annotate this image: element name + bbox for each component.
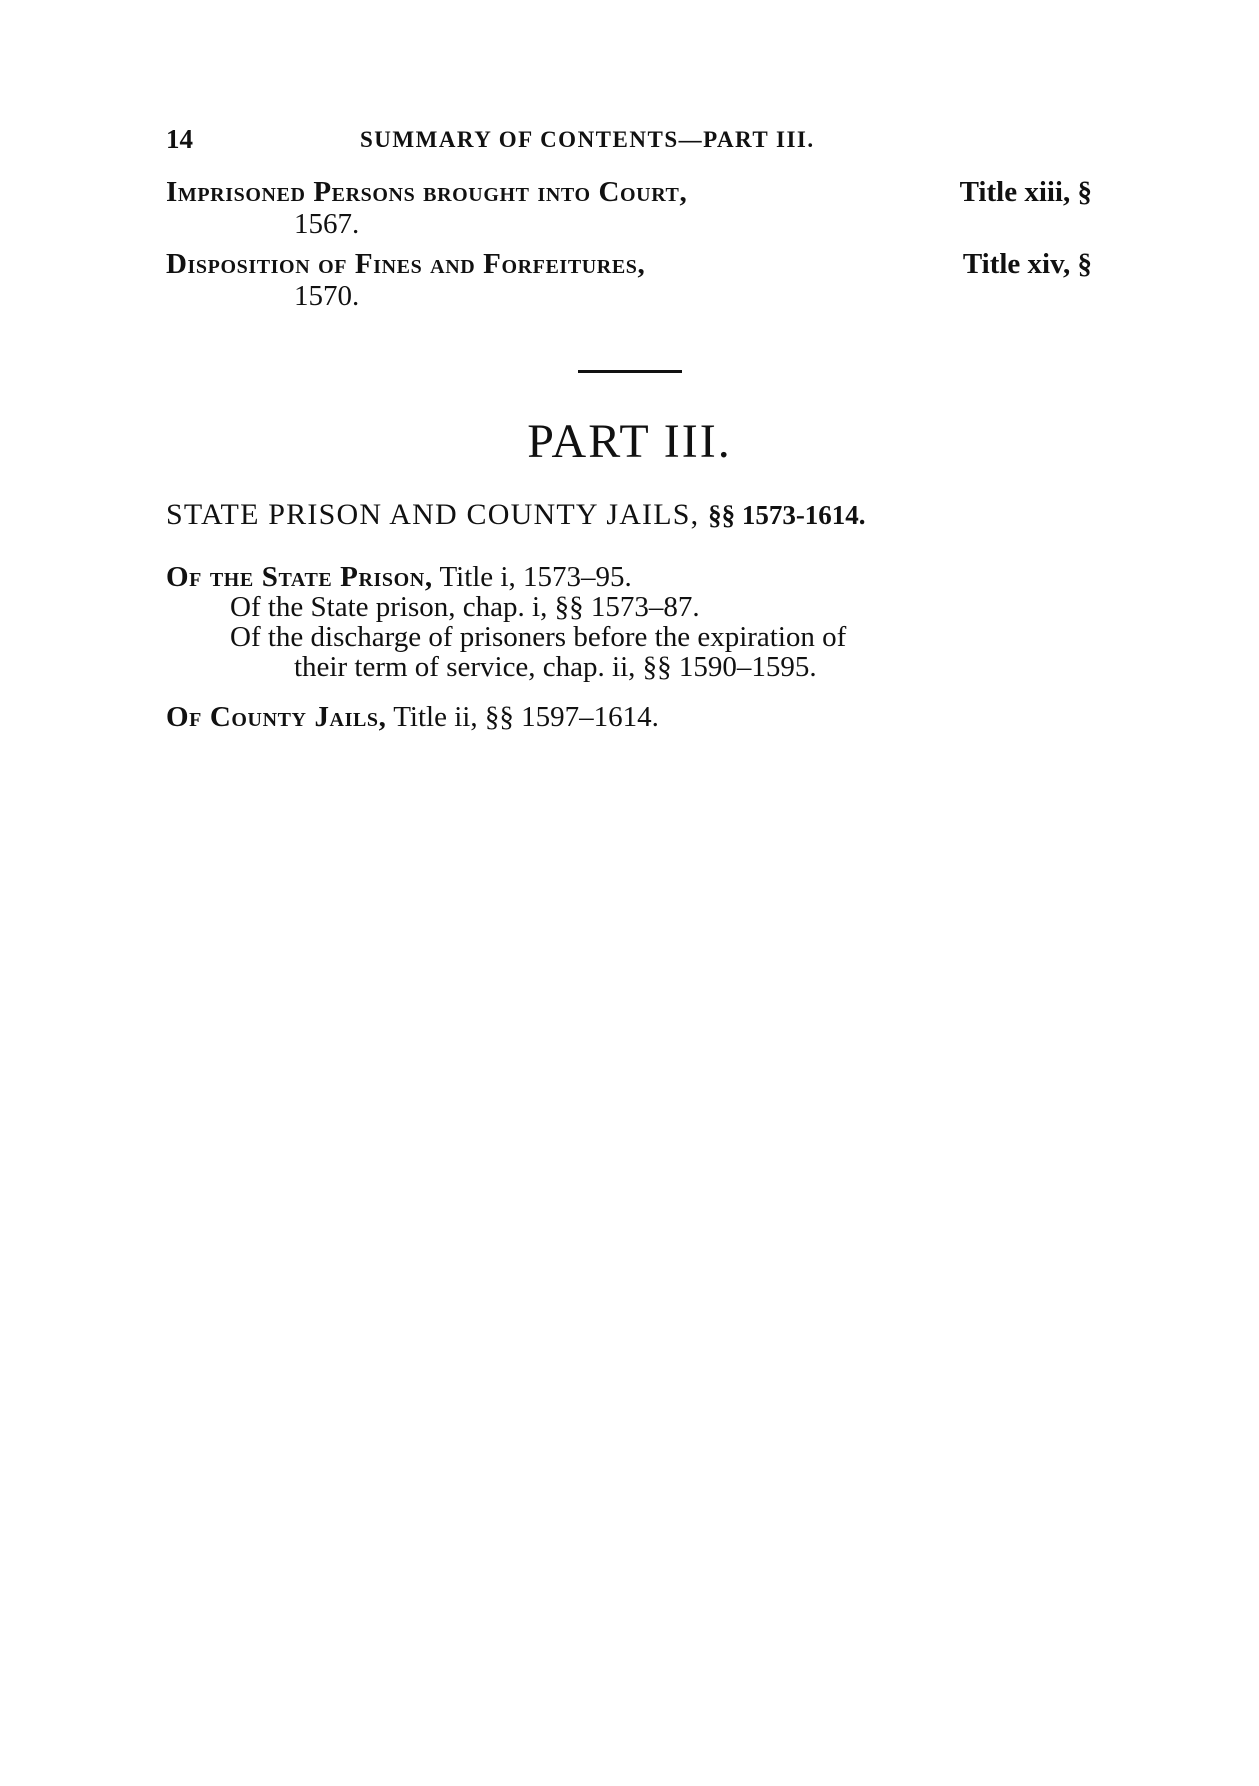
entry-title-ref: Title xiii, § <box>959 176 1092 208</box>
page-number: 14 <box>166 124 193 154</box>
toc-entry-imprisoned-persons <box>166 176 1092 240</box>
running-title: SUMMARY OF CONTENTS—PART III. <box>360 127 815 152</box>
section-divider-rule <box>578 370 682 373</box>
part-subheading-range: §§ 1573-1614. <box>708 500 866 530</box>
title-line <box>166 702 1092 732</box>
toc-title-state-prison <box>166 562 1092 682</box>
running-head <box>166 124 1092 158</box>
title-heading: Of County Jails, <box>166 701 387 733</box>
part-subheading <box>166 498 1092 532</box>
title-heading: Of the State Prison, <box>166 561 433 593</box>
entry-heading: Imprisoned Persons brought into Court, <box>166 176 688 208</box>
title-ref: Title i, 1573–95. <box>439 561 632 593</box>
chapter-line: Of the State prison, chap. i, §§ 1573–87. <box>230 591 700 623</box>
entry-section: 1570. <box>294 280 360 312</box>
entry-title-ref: Title xiv, § <box>962 248 1092 280</box>
title-ref: Title ii, §§ 1597–1614. <box>393 701 659 733</box>
toc-title-county-jails <box>166 702 1092 732</box>
chapter-continuation: their term of service, chap. ii, §§ 1590–1595. <box>294 651 817 683</box>
entry-section: 1567. <box>294 208 360 240</box>
title-line <box>166 562 1092 592</box>
chapter-line: Of the discharge of prisoners before the expiration of <box>230 621 847 653</box>
part-heading: PART III. <box>527 415 732 468</box>
entry-heading: Disposition of Fines and Forfeitures, <box>166 248 646 280</box>
part-subheading-text: STATE PRISON AND COUNTY JAILS, <box>166 498 700 531</box>
toc-entry-fines-forfeitures <box>166 248 1092 312</box>
